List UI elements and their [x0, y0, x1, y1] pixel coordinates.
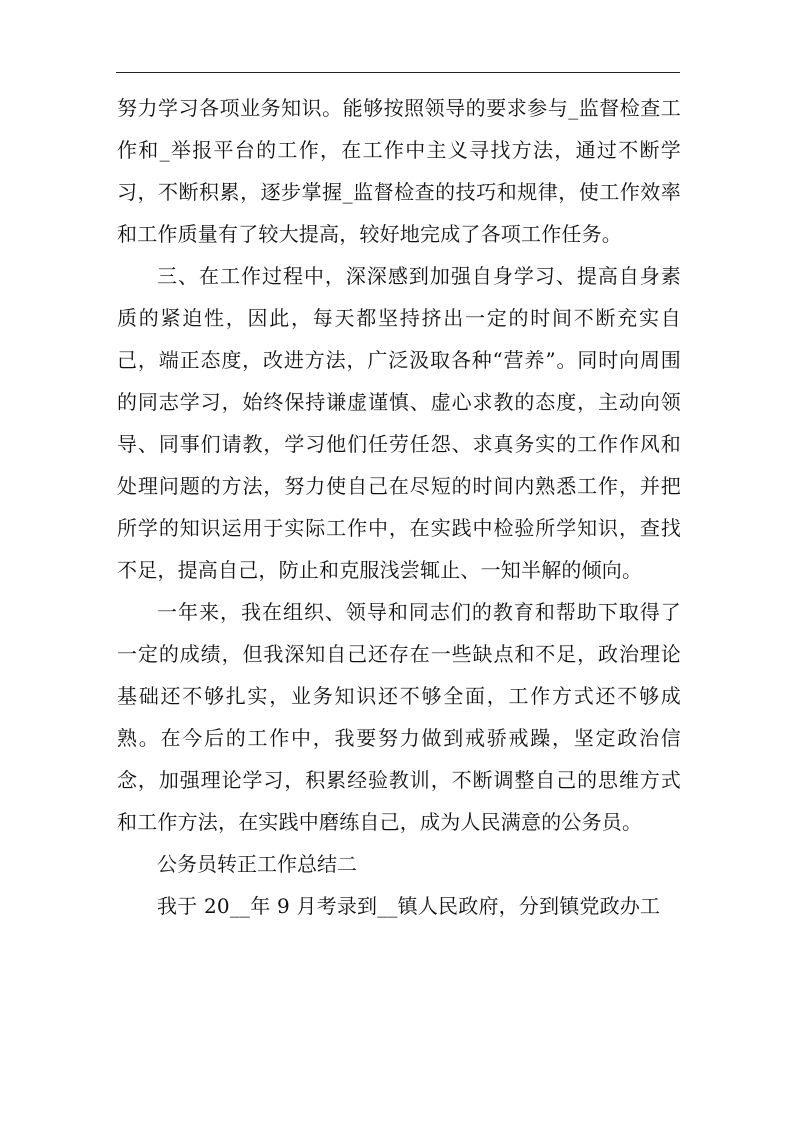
document-body — [117, 87, 681, 927]
paragraph-year-summary: 一年来，我在组织、领导和同志们的教育和帮助下取得了一定的成绩，但我深知自己还存在一些缺点和不足，政治理论基础还不够扎实，业务知识还不够全面，工作方式还不够成熟。在今后的工作中，我要努力做到戒骄戒躁，坚定政治信念，加强理论学习，积累经验教训，不断调整自己的思维方式和工作方法，在实践中磨练自己，成为人民满意的公务员。 — [117, 600, 681, 834]
paragraph-self-study: 三、在工作过程中，深深感到加强自身学习、提高自身素质的紧迫性，因此，每天都坚持挤出一定的时间不断充实自己，端正态度，改进方法，广泛汲取各种“营养”。同时向周围的同志学习，始终保持谦虚谨慎、虚心求教的态度，主动向领导、同事们请教，学习他们任劳任怨、求真务实的工作作风和处理问题的方法，努力使自己在尽短的时间内熟悉工作，并把所学的知识运用于实际工作中，在实践中检验所学知识，查找不足，提高自己，防止和克服浅尝辄止、一知半解的倾向。 — [117, 264, 681, 582]
section-heading: 公务员转正工作总结二 — [157, 852, 357, 876]
paragraph-work-progress: 努力学习各项业务知识。能够按照领导的要求参与_监督检查工作和_举报平台的工作，在工作中主义寻找方法，通过不断学习，不断积累，逐步掌握_监督检查的技巧和规律，使工作效率和工作质量有了较大提高，较好地完成了各项工作任务。 — [117, 96, 681, 246]
header-rule — [116, 72, 680, 73]
paragraph-intro-second-summary: 我于 20__年 9 月考录到__镇人民政府，分到镇党政办工 — [157, 894, 661, 918]
